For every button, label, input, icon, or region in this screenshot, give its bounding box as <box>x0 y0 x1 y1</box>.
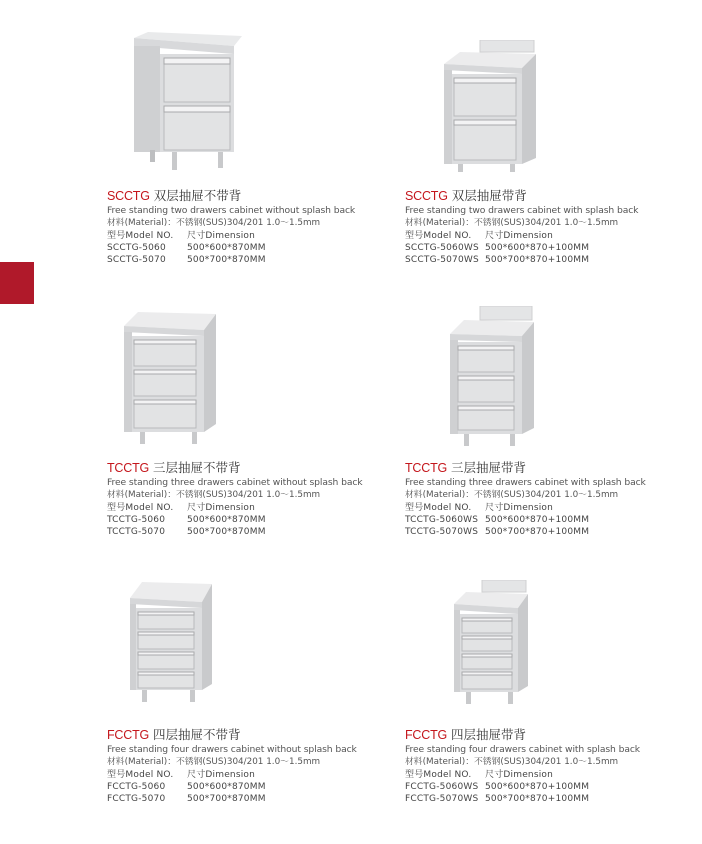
product-title <box>405 460 646 476</box>
product-cn-name: 四层抽屉带背 <box>451 727 527 742</box>
model-no: TCCTG-5070 <box>107 527 166 537</box>
model-no: SCCTG-5070WS <box>405 255 479 265</box>
spec-header-row <box>107 502 363 514</box>
dimension: 500*600*870MM <box>187 515 266 525</box>
model-header: 型号Model NO. <box>107 231 174 241</box>
spec-row <box>405 254 638 266</box>
product-title <box>107 460 363 476</box>
product-code: TCCTG <box>107 461 150 475</box>
product-code: FCCTG <box>405 728 448 742</box>
dimension-header: 尺寸Dimension <box>187 231 256 241</box>
model-no: SCCTG-5060 <box>107 243 166 253</box>
spec-row <box>107 254 355 266</box>
spec-row <box>405 781 640 793</box>
dimension-header: 尺寸Dimension <box>485 231 554 241</box>
model-header: 型号Model NO. <box>405 231 472 241</box>
model-no: SCCTG-5060WS <box>405 243 479 253</box>
product-material: 材料(Material)：不锈钢(SUS)304/201 1.0～1.5mm <box>107 218 321 228</box>
model-no: TCCTG-5060 <box>107 515 166 525</box>
product-description: Free standing two drawers cabinet without splash back <box>107 205 356 216</box>
model-header: 型号Model NO. <box>405 503 472 513</box>
spec-header-row <box>405 502 646 514</box>
product-code: TCCTG <box>405 461 448 475</box>
model-header: 型号Model NO. <box>405 770 472 780</box>
product-code: FCCTG <box>107 728 150 742</box>
product-info-fcctg <box>107 727 357 805</box>
product-info-tcctg-ws <box>405 460 646 538</box>
spec-row <box>107 793 357 805</box>
product-material: 材料(Material)：不锈钢(SUS)304/201 1.0～1.5mm <box>405 757 619 767</box>
spec-row <box>107 781 357 793</box>
spec-header-row <box>107 230 355 242</box>
dimension: 500*700*870MM <box>187 794 266 804</box>
product-cn-name: 三层抽屉带背 <box>451 460 527 475</box>
spec-row <box>107 242 355 254</box>
product-description: Free standing three drawers cabinet without splash back <box>107 477 363 488</box>
product-info-sctg-ws <box>405 188 638 266</box>
model-no: TCCTG-5060WS <box>405 515 479 525</box>
product-title <box>107 188 355 204</box>
product-info-sctg <box>107 188 355 266</box>
spec-row <box>405 242 638 254</box>
dimension: 500*600*870+100MM <box>485 515 590 525</box>
dimension: 500*700*870MM <box>187 255 266 265</box>
product-description: Free standing four drawers cabinet without splash back <box>107 744 357 755</box>
cabinet-image-three-drawers <box>122 312 218 444</box>
spec-row <box>405 526 646 538</box>
model-no: FCCTG-5060WS <box>405 782 479 792</box>
dimension-header: 尺寸Dimension <box>485 503 554 513</box>
dimension-header: 尺寸Dimension <box>485 770 554 780</box>
product-description: Free standing two drawers cabinet with splash back <box>405 205 639 216</box>
product-code: SCCTG <box>107 189 150 203</box>
product-cn-name: 双层抽屉不带背 <box>153 188 242 203</box>
dimension: 500*700*870+100MM <box>485 255 590 265</box>
product-title <box>405 188 638 204</box>
spec-header-row <box>405 230 638 242</box>
dimension: 500*600*870MM <box>187 782 266 792</box>
dimension: 500*600*870MM <box>187 243 266 253</box>
model-no: FCCTG-5060 <box>107 782 166 792</box>
dimension: 500*600*870+100MM <box>485 243 590 253</box>
dimension-header: 尺寸Dimension <box>187 770 256 780</box>
cabinet-image-four-drawers-splash <box>452 580 532 704</box>
product-code: SCCTG <box>405 189 448 203</box>
product-material: 材料(Material)：不锈钢(SUS)304/201 1.0～1.5mm <box>107 757 321 767</box>
dimension: 500*700*870+100MM <box>485 794 590 804</box>
product-material: 材料(Material)：不锈钢(SUS)304/201 1.0～1.5mm <box>405 490 619 500</box>
cabinet-image-two-drawers <box>130 32 242 172</box>
product-info-fcctg-ws <box>405 727 640 805</box>
cabinet-image-three-drawers-splash <box>446 306 538 446</box>
product-description: Free standing four drawers cabinet with splash back <box>405 744 641 755</box>
product-title <box>405 727 640 743</box>
model-no: TCCTG-5070WS <box>405 527 479 537</box>
dimension: 500*700*870+100MM <box>485 527 590 537</box>
product-title <box>107 727 357 743</box>
model-header: 型号Model NO. <box>107 770 174 780</box>
product-info-tcctg <box>107 460 363 538</box>
product-material: 材料(Material)：不锈钢(SUS)304/201 1.0～1.5mm <box>107 490 321 500</box>
spec-row <box>405 514 646 526</box>
cabinet-image-four-drawers <box>128 580 212 702</box>
dimension-header: 尺寸Dimension <box>187 503 256 513</box>
red-side-tab <box>0 262 34 304</box>
model-header: 型号Model NO. <box>107 503 174 513</box>
model-no: FCCTG-5070 <box>107 794 166 804</box>
spec-row <box>107 514 363 526</box>
spec-header-row <box>107 769 357 781</box>
spec-header-row <box>405 769 640 781</box>
spec-row <box>107 526 363 538</box>
product-cn-name: 三层抽屉不带背 <box>153 460 241 475</box>
product-cn-name: 双层抽屉带背 <box>451 188 527 203</box>
spec-row <box>405 793 640 805</box>
product-cn-name: 四层抽屉不带背 <box>153 727 241 742</box>
model-no: SCCTG-5070 <box>107 255 166 265</box>
product-material: 材料(Material)：不锈钢(SUS)304/201 1.0～1.5mm <box>405 218 619 228</box>
model-no: FCCTG-5070WS <box>405 794 479 804</box>
cabinet-image-two-drawers-splash <box>440 40 540 172</box>
dimension: 500*600*870+100MM <box>485 782 590 792</box>
product-description: Free standing three drawers cabinet with splash back <box>405 477 646 488</box>
dimension: 500*700*870MM <box>187 527 266 537</box>
